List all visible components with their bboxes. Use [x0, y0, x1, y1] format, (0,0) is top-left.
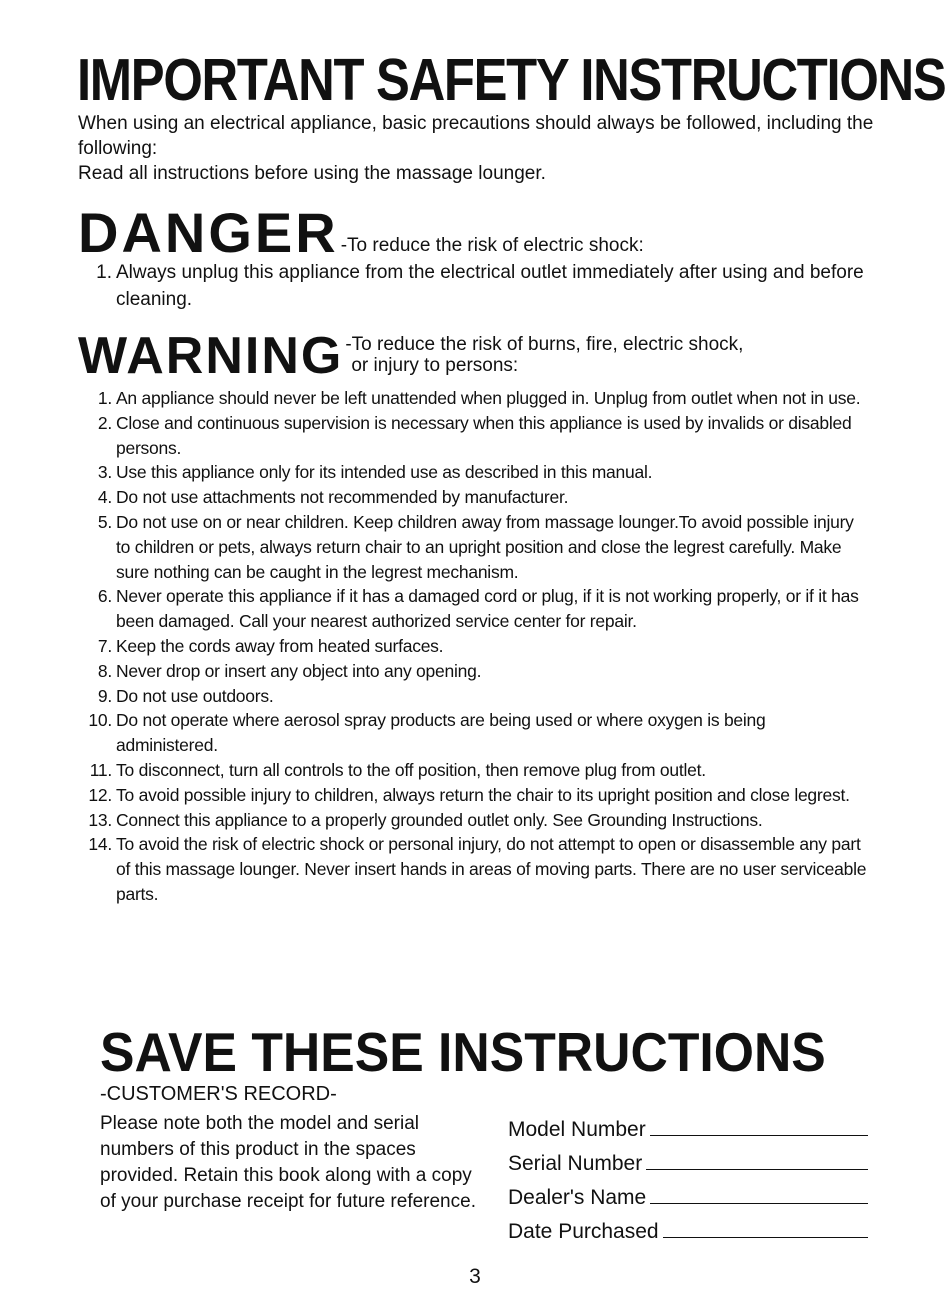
warning-item-text: Do not operate where aerosol spray products are being used or where oxygen is being administered.: [116, 710, 766, 756]
warning-item-text: To avoid possible injury to children, always return the chair to its upright position and close legrest.: [116, 784, 850, 805]
record-field: [508, 1142, 868, 1176]
warning-item: [80, 708, 870, 758]
warning-subtitle: [345, 330, 743, 376]
customer-record-heading: -CUSTOMER'S RECORD-: [100, 1083, 337, 1105]
warning-item: [80, 808, 870, 833]
danger-item-text: Always unplug this appliance from the electrical outlet immediately after using and before cleaning.: [116, 262, 864, 310]
page-title: IMPORTANT SAFETY INSTRUCTIONS: [77, 47, 946, 113]
danger-item: [80, 259, 870, 313]
warning-item-number: 12.: [88, 784, 112, 805]
warning-item-text: Do not use attachments not recommended by manufacturer.: [116, 487, 569, 508]
warning-subtitle-line-2: or injury to persons:: [351, 355, 519, 376]
warning-item-number: 4.: [97, 487, 112, 508]
warning-item-number: 2.: [97, 412, 112, 433]
warning-item: [80, 783, 870, 808]
warning-item: [80, 659, 870, 684]
customer-record-fields: [508, 1108, 868, 1244]
warning-item-number: 14.: [88, 834, 112, 855]
danger-heading: [78, 201, 644, 264]
record-field-label: Date Purchased: [508, 1220, 659, 1243]
warning-item-text: An appliance should never be left unattended when plugged in. Unplug from outlet when not in use.: [116, 388, 861, 408]
warning-item-number: 5.: [97, 511, 112, 532]
warning-item: [80, 634, 870, 659]
page-number: 3: [469, 1265, 481, 1288]
intro-text: [78, 111, 878, 186]
warning-item-text: Do not use outdoors.: [116, 685, 274, 706]
warning-item: [80, 758, 870, 783]
intro-line-1: When using an electrical appliance, basic precautions should always be followed, including the following:: [78, 113, 874, 159]
warning-item-number: 6.: [97, 586, 112, 607]
warning-item-number: 11.: [89, 759, 112, 780]
intro-line-2: Read all instructions before using the massage lounger.: [78, 163, 546, 184]
warning-item-number: 8.: [97, 660, 112, 681]
warning-item-text: Use this appliance only for its intended use as described in this manual.: [116, 462, 653, 483]
warning-item-text: Never operate this appliance if it has a damaged cord or plug, if it is not working properly, or if it has been damaged. Call your nearest authorized service center for repair.: [116, 586, 859, 632]
warning-item: [80, 584, 870, 634]
customer-record-text: Please note both the model and serial numbers of this product in the spaces provided. Retain this book along with a copy of your purchase receipt for future reference.: [100, 1113, 476, 1212]
warning-item-text: Keep the cords away from heated surfaces.: [116, 635, 444, 656]
record-field: [508, 1176, 868, 1210]
warning-item-number: 1.: [97, 388, 112, 408]
danger-subtitle: -To reduce the risk of electric shock:: [340, 235, 644, 256]
warning-item-number: 3.: [97, 462, 112, 483]
record-field-label: Model Number: [508, 1118, 646, 1141]
record-field-blank-line[interactable]: [646, 1169, 868, 1170]
warning-item-number: 13.: [88, 809, 112, 830]
warning-item-number: 7.: [97, 635, 112, 656]
warning-item: [80, 510, 870, 584]
warning-item: [80, 411, 870, 461]
record-field-blank-line[interactable]: [663, 1237, 868, 1238]
warning-item-number: 10.: [88, 710, 112, 731]
warning-item-text: Never drop or insert any object into any opening.: [116, 660, 482, 681]
record-field: [508, 1108, 868, 1142]
warning-list: [80, 386, 870, 907]
warning-item-text: Do not use on or near children. Keep children away from massage lounger.To avoid possible injury to children or pets, always return chair to an upright position and close the legrest carefully. Make sure nothing can be caught in the legrest mechanism.: [116, 511, 854, 582]
warning-heading: [78, 327, 744, 385]
warning-item: [80, 485, 870, 510]
record-field-label: Serial Number: [508, 1152, 643, 1175]
warning-item-text: To disconnect, turn all controls to the off position, then remove plug from outlet.: [116, 759, 706, 780]
record-field: [508, 1210, 868, 1244]
danger-word: DANGER: [78, 201, 339, 264]
warning-item-number: 9.: [97, 685, 112, 706]
warning-item: [80, 684, 870, 709]
danger-item-number: 1.: [96, 262, 112, 283]
record-field-label: Dealer's Name: [508, 1186, 647, 1209]
record-field-blank-line[interactable]: [650, 1203, 868, 1204]
warning-item: [80, 460, 870, 485]
save-instructions-heading: SAVE THESE INSTRUCTIONS: [100, 1021, 826, 1083]
warning-item-text: Close and continuous supervision is necessary when this appliance is used by invalids or disabled persons.: [116, 412, 852, 458]
warning-word: WARNING: [78, 327, 344, 385]
warning-subtitle-line-1: -To reduce the risk of burns, fire, electric shock,: [345, 334, 744, 355]
warning-item-text: Connect this appliance to a properly grounded outlet only. See Grounding Instructions.: [116, 809, 763, 830]
danger-list: [80, 259, 870, 313]
warning-item: [80, 386, 870, 411]
warning-item: [80, 832, 870, 906]
record-field-blank-line[interactable]: [650, 1135, 868, 1136]
warning-item-text: To avoid the risk of electric shock or personal injury, do not attempt to open or disassemble any part of this massage lounger. Never insert hands in areas of moving parts. There are no user serviceable parts.: [116, 834, 867, 904]
